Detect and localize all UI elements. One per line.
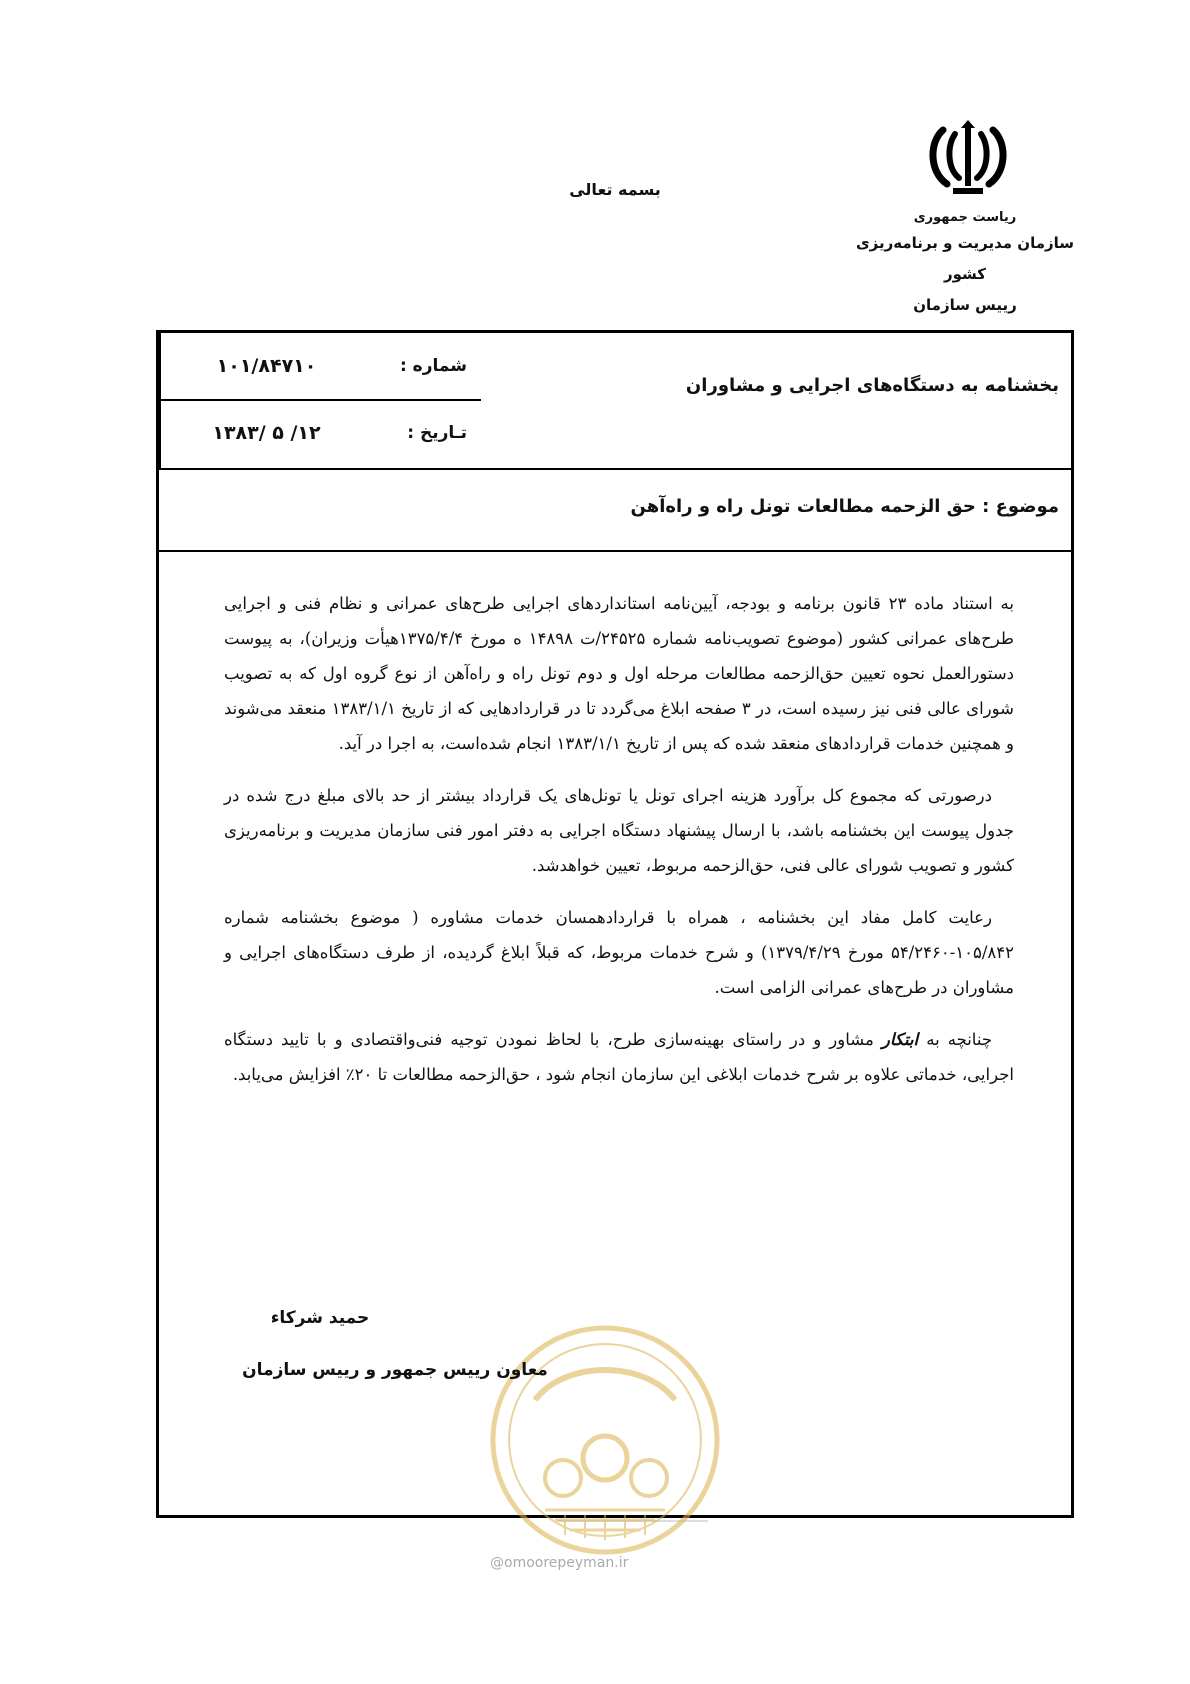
subject-text: موضوع : حق الزحمه مطالعات تونل راه و راه‌آهن (630, 496, 1059, 517)
body-paragraph-2: درصورتی که مجموع کل برآورد هزینه اجرای تونل یا تونل‌های یک قرارداد بیشتر از حد بالای مبلغ درج شده در جدول پیوست این بخشنامه باشد، با ارسال پیشنهاد دستگاه اجرایی به دفتر امور فنی سازمان مدیریت و برنامه‌ریزی کشور و تصویب شورای عالی فنی، حق‌الزحمه مربوط، تعیین خواهدشد. (224, 786, 1014, 875)
signer-name: حمید شرکاء (270, 1308, 370, 1328)
signer-title: معاون رییس جمهور و رییس سازمان (242, 1360, 548, 1380)
circular-title: بخشنامه به دستگاه‌های اجرایی و مشاوران (685, 375, 1059, 396)
reference-box (159, 333, 481, 468)
bismillah-heading: بسمه تعالی (569, 180, 661, 199)
header-row (159, 333, 1071, 470)
issuer-line-organization: سازمان مدیریت و برنامه‌ریزی کشور (855, 234, 1075, 283)
letter-body (224, 586, 1014, 1109)
issuer-line-head: رییس سازمان (913, 296, 1017, 314)
subject-row (159, 470, 1071, 552)
p4-before: چنانچه به (926, 1030, 993, 1049)
issuer-line-presidency: ریاست جمهوری (913, 210, 1017, 225)
iran-emblem-icon (925, 120, 1011, 200)
number-row (161, 333, 481, 401)
body-paragraph-4 (224, 1022, 1014, 1092)
p4-emphasis: ابتکار (881, 1030, 919, 1049)
date-row (161, 400, 481, 466)
omoor-peyman-stamp (485, 1320, 725, 1560)
date-value: ۱۳۸۳/ ۵ /۱۲ (212, 422, 321, 444)
issuer-header (840, 208, 1090, 321)
p4-after: مشاور و در راستای بهینه‌سازی طرح، با لحاظ نمودن توجیه فنی‌واقتصادی و با تایید دستگاه اجرایی، خدماتی علاوه بر شرح خدمات ابلاغی این سازمان انجام شود ، حق‌الزحمه مطالعات تا ۲۰٪ افزایش می‌یابد. (224, 1030, 1014, 1084)
watermark-url: @omoorepeyman.ir (490, 1555, 629, 1571)
number-label: شماره : (399, 356, 467, 376)
date-label: تـاریخ : (407, 423, 467, 443)
number-value: ۱۰۱/۸۴۷۱۰ (216, 355, 317, 377)
body-paragraph-1: به استناد ماده ۲۳ قانون برنامه و بودجه، آیین‌نامه استانداردهای اجرایی طرح‌های عمرانی و نظام فنی و اجرایی طرح‌های عمرانی کشور (موضوع تصویب‌نامه شماره ۲۴۵۲۵/ت ۱۴۸۹۸ ه مورخ ۱۳۷۵/۴/۴هیأت وزیران)، به پیوست دستورالعمل نحوه تعیین حق‌الزحمه مطالعات مرحله اول و دوم تونل راه و راه‌آهن از نوع گروه اول که به تصویب شورای عالی فنی نیز رسیده است، در ۳ صفحه ابلاغ می‌گردد تا در قراردادهایی که از تاریخ ۱۳۸۳/۱/۱ منعقد می‌شوند و همچنین خدمات قراردادهای منعقد شده که پس از تاریخ ۱۳۸۳/۱/۱ انجام شده‌است، به اجرا در آید. (224, 594, 1015, 753)
body-paragraph-3: رعایت کامل مفاد این بخشنامه ، همراه با قراردادهمسان خدمات مشاوره ( موضوع بخشنامه شماره ۱۰۵/۸۴۲-۵۴/۲۴۶۰ مورخ ۱۳۷۹/۴/۲۹) و شرح خدمات مربوط، که قبلاً ابلاغ گردیده، از طرف دستگاه‌های اجرایی و مشاوران در طرح‌های عمرانی الزامی است. (224, 908, 1014, 997)
